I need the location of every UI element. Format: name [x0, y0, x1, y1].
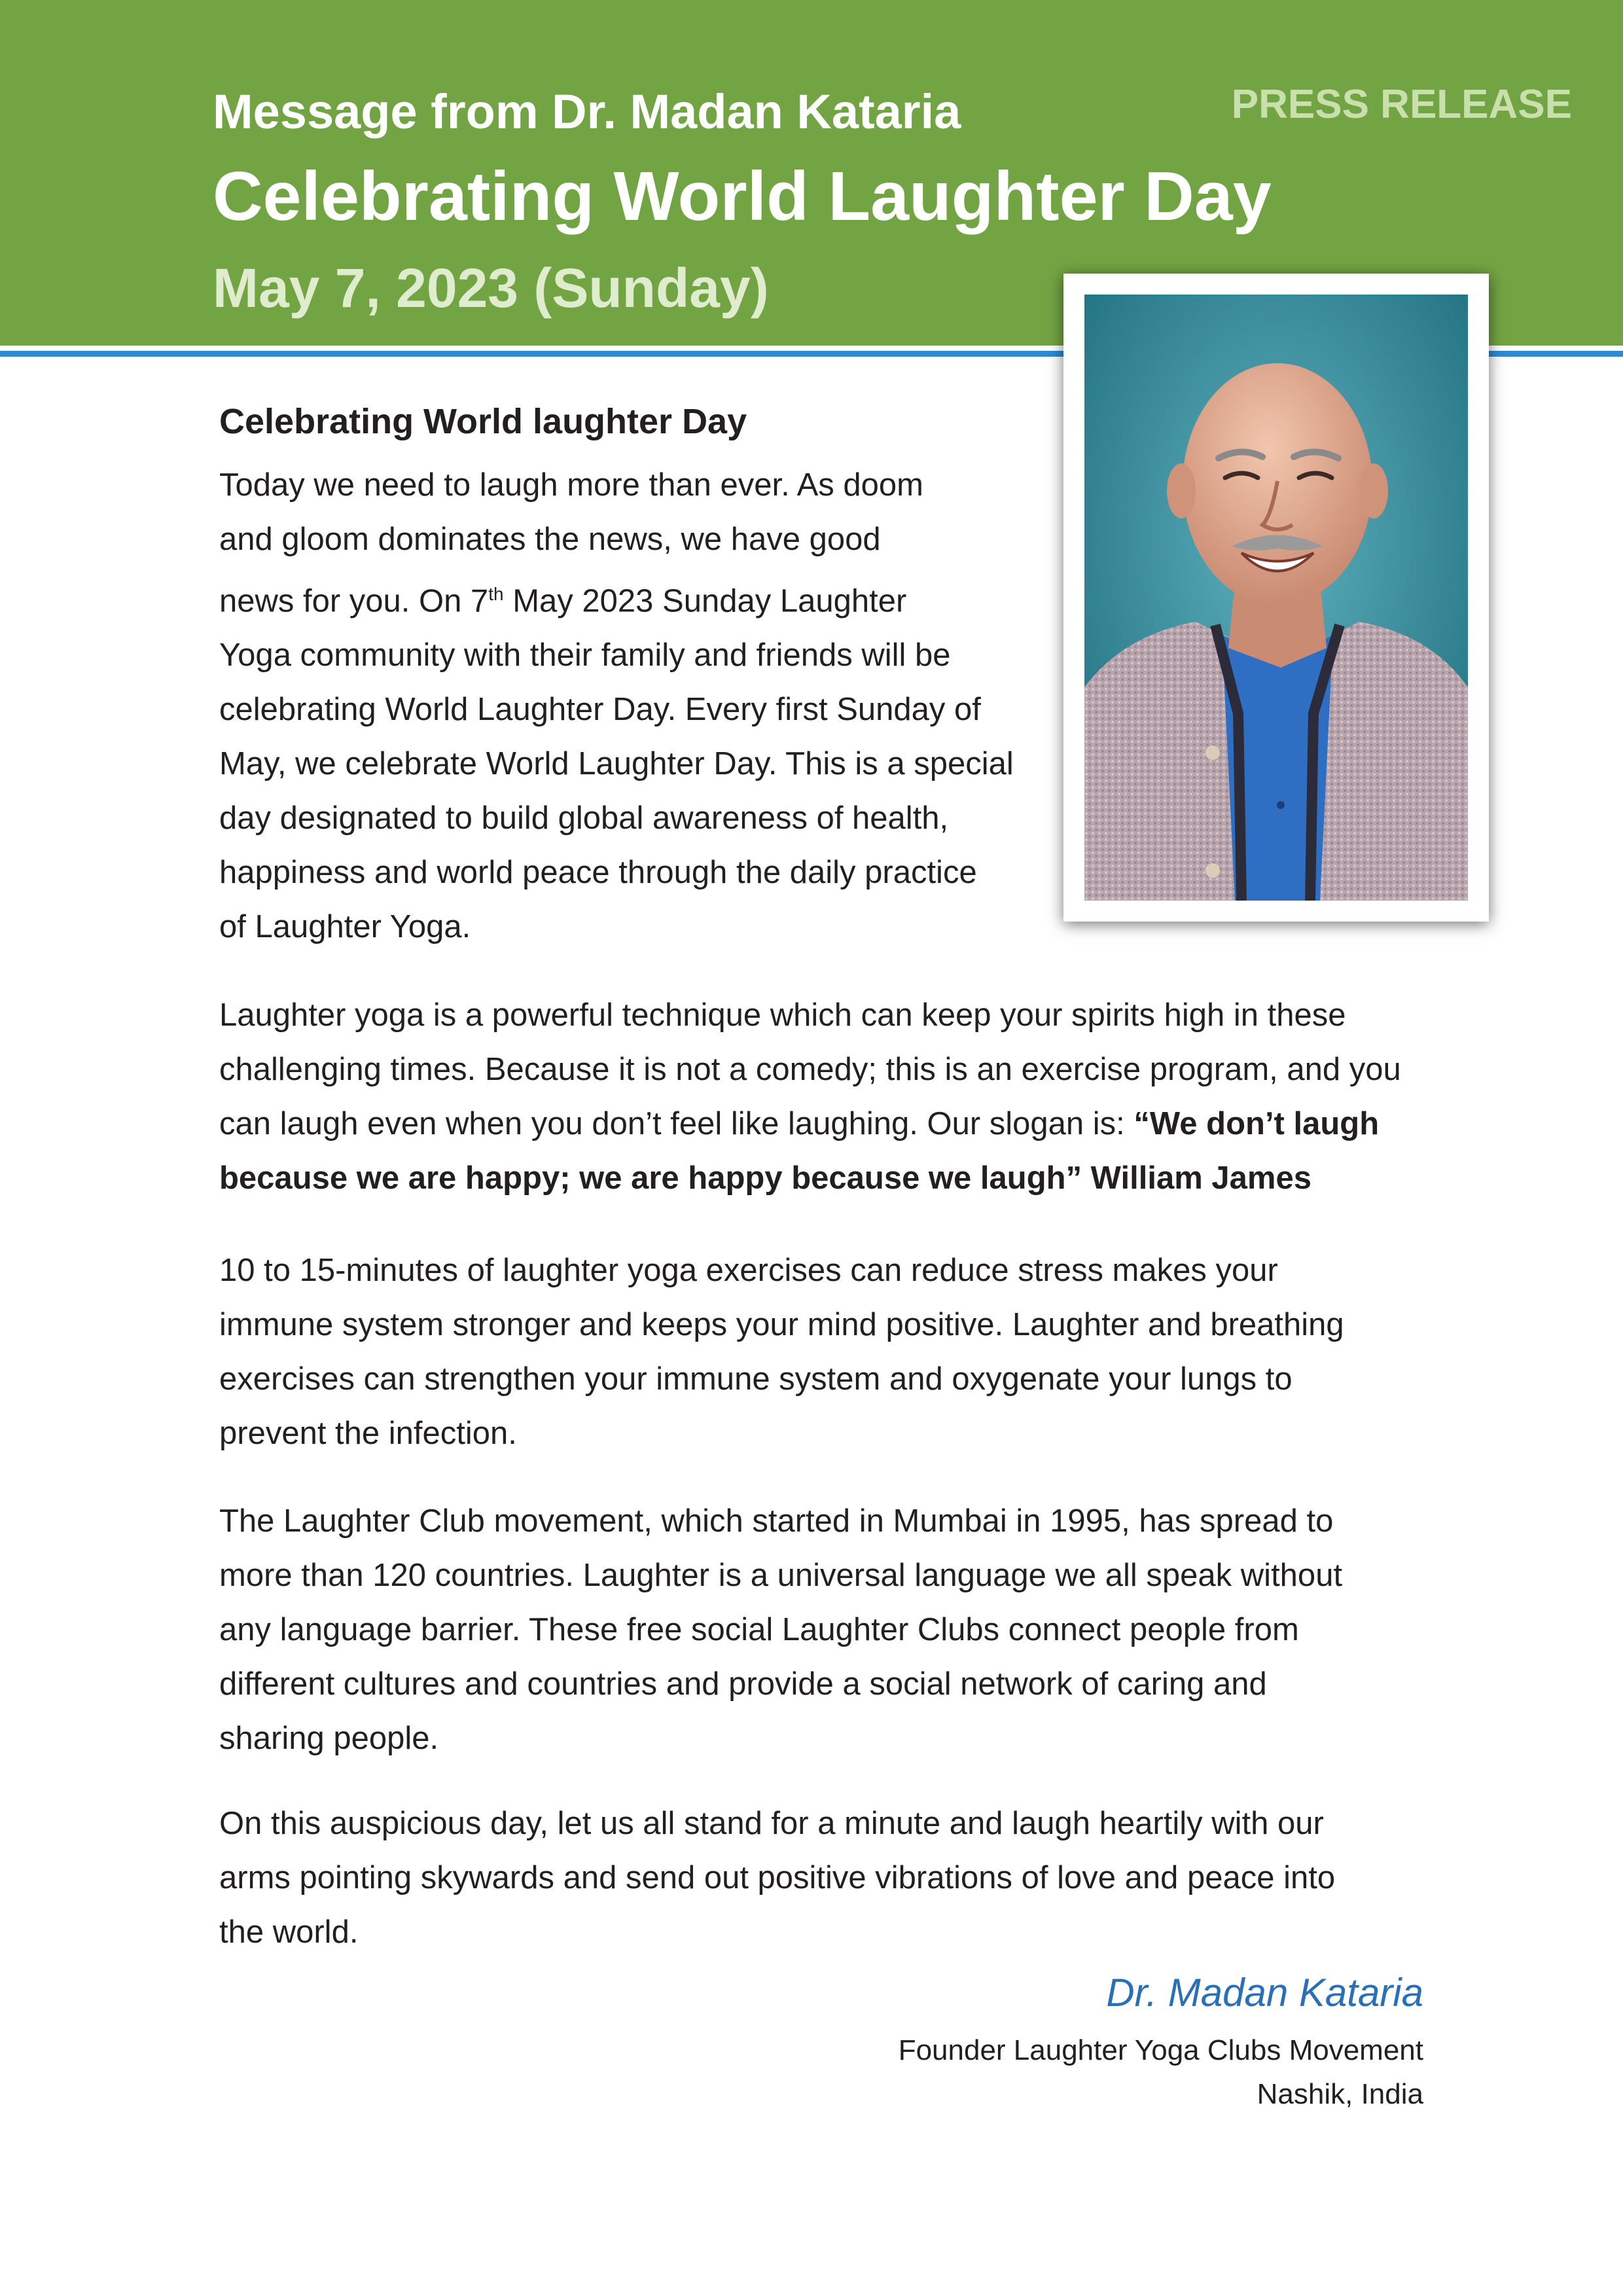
text-line: immune system stronger and keeps your mind positive. Laughter and breathing	[219, 1307, 1344, 1342]
text-line: day designated to build global awareness of health,	[219, 800, 949, 836]
text-line: challenging times. Because it is not a comedy; this is an exercise program, and you	[219, 1052, 1401, 1087]
text-line	[219, 567, 1014, 628]
paragraph-3	[219, 1244, 1344, 1461]
text-line: and gloom dominates the news, we have good	[219, 522, 881, 557]
text-line	[219, 1097, 1401, 1151]
text-line: The Laughter Club movement, which started in Mumbai in 1995, has spread to	[219, 1503, 1334, 1539]
text-line: May, we celebrate World Laughter Day. This is a special	[219, 746, 1014, 782]
slogan-quote: because we are happy; we are happy because we laugh” William James	[219, 1160, 1311, 1196]
text-segment: can laugh even when you don’t feel like laughing. Our slogan is:	[219, 1106, 1134, 1141]
page-title: Celebrating World Laughter Day	[213, 158, 1272, 235]
text-line: Yoga community with their family and friends will be	[219, 637, 951, 673]
slogan-quote: “We don’t laugh	[1133, 1106, 1380, 1141]
text-line: happiness and world peace through the daily practice	[219, 855, 977, 891]
text-line: 10 to 15-minutes of laughter yoga exercises can reduce stress makes your	[219, 1253, 1278, 1288]
signature-role: Founder Laughter Yoga Clubs Movement	[898, 2034, 1423, 2066]
press-release-tag: PRESS RELEASE	[1231, 82, 1572, 127]
text-line: different cultures and countries and provide a social network of caring and	[219, 1666, 1267, 1702]
signature-location: Nashik, India	[1257, 2078, 1423, 2110]
text-line: arms pointing skywards and send out positive vibrations of love and peace into	[219, 1860, 1336, 1895]
text-segment: news for you. On 7	[219, 583, 489, 619]
text-line: celebrating World Laughter Day. Every first Sunday of	[219, 692, 981, 728]
header-message: Message from Dr. Madan Kataria	[213, 84, 961, 139]
text-line: Laughter yoga is a powerful technique which can keep your spirits high in these	[219, 997, 1346, 1033]
event-date: May 7, 2023 (Sunday)	[213, 257, 769, 319]
text-line: Today we need to laugh more than ever. As doom	[219, 467, 923, 503]
text-line: sharing people.	[219, 1721, 439, 1756]
text-segment: May 2023 Sunday Laughter	[503, 583, 907, 619]
text-line: On this auspicious day, let us all stand for a minute and laugh heartily with our	[219, 1806, 1324, 1841]
paragraph-5	[219, 1797, 1335, 1960]
text-line: the world.	[219, 1914, 359, 1950]
text-line: exercises can strengthen your immune system and oxygenate your lungs to	[219, 1361, 1293, 1397]
paragraph-2	[219, 988, 1401, 1206]
text-line: of Laughter Yoga.	[219, 909, 471, 945]
portrait-photo	[1084, 295, 1468, 901]
section-heading: Celebrating World laughter Day	[219, 402, 747, 441]
text-line: any language barrier. These free social Laughter Clubs connect people from	[219, 1612, 1299, 1647]
ordinal-suffix: th	[488, 584, 504, 604]
portrait-frame	[1063, 274, 1489, 922]
signature-name: Dr. Madan Kataria	[1106, 1971, 1423, 2015]
paragraph-1	[219, 458, 1014, 954]
paragraph-4	[219, 1494, 1342, 1766]
text-line: prevent the infection.	[219, 1416, 517, 1451]
text-line: more than 120 countries. Laughter is a universal language we all speak without	[219, 1558, 1343, 1593]
